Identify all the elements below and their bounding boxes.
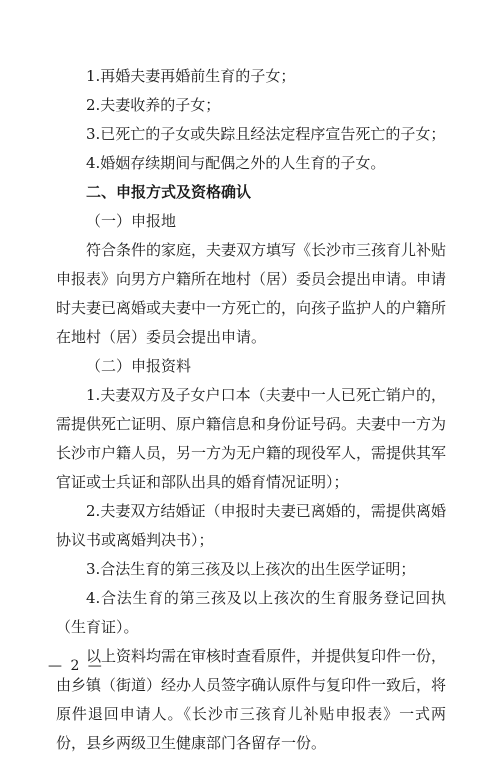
list-item: 2.夫妻双方结婚证（申报时夫妻已离婚的，需提供离婚协议书或离婚判决书）；: [56, 502, 446, 549]
subsection-heading: （一）申报地: [86, 212, 177, 230]
list-item: 1.再婚夫妻再婚前生育的子女；: [86, 67, 296, 85]
paragraph: 符合条件的家庭，夫妻双方填写《长沙市三孩育儿补贴申报表》向男方户籍所在地村（居）委员会提出申请。申请时夫妻已离婚或夫妻中一方死亡的，向孩子监护人的户籍所在地村（居）委员会提出申请。: [56, 241, 447, 346]
section-heading: 二、申报方式及资格确认: [86, 183, 252, 201]
document-body: [56, 62, 446, 758]
list-item: 3.合法生育的第三孩及以上孩次的出生医学证明；: [86, 560, 416, 578]
list-item: 4.婚姻存续期间与配偶之外的人生育的子女。: [86, 154, 386, 172]
subsection-heading: （二）申报资料: [86, 357, 192, 375]
list-item: 2.夫妻收养的子女；: [86, 96, 221, 114]
list-item: 1.夫妻双方及子女户口本（夫妻中一人已死亡销户的，需提供死亡证明、原户籍信息和身份证号码。夫妻中一方为长沙市户籍人员，另一方为无户籍的现役军人，需提供其军官证或士兵证和部队出具的婚育情况证明）；: [56, 386, 447, 491]
list-item: 3.已死亡的子女或失踪且经法定程序宣告死亡的子女；: [86, 125, 446, 143]
paragraph: 以上资料均需在审核时查看原件，并提供复印件一份，由乡镇（街道）经办人员签字确认原件与复印件一致后，将原件退回申请人。《长沙市三孩育儿补贴申报表》一式两份，县乡两级卫生健康部门各留存一份。: [56, 647, 447, 752]
list-item: 4.合法生育的第三孩及以上孩次的生育服务登记回执（生育证）。: [56, 589, 446, 636]
page-number: — 2 —: [48, 658, 104, 674]
